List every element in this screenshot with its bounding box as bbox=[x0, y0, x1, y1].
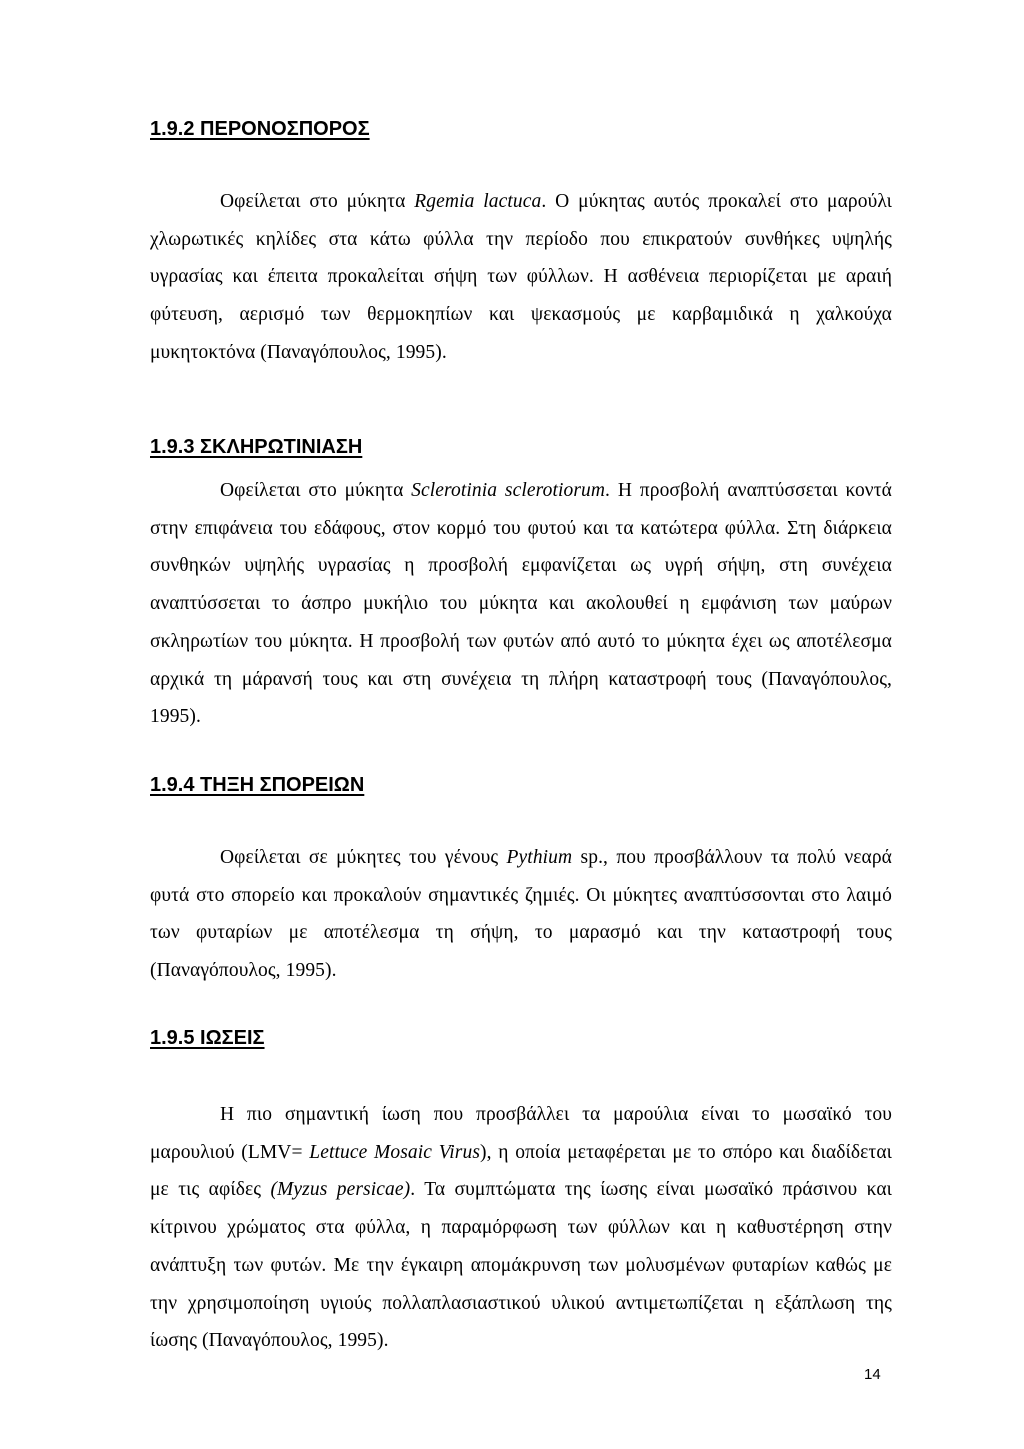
paragraph-text: Η πιο σημαντική ίωση που προσβάλλει τα μαρούλια είναι το μωσαϊκό του μαρουλιού (LMV= bbox=[150, 1104, 892, 1163]
species-name: Sclerotinia sclerotiorum bbox=[411, 480, 606, 501]
paragraph-text: sp., που προσβάλλουν τα πολύ νεαρά φυτά στο σπορείο και προκαλούν σημαντικές ζημιές. Οι μύκητες αναπτύσσονται στο λαιμό των φυταρίων με αποτέλεσμα τη σήψη, το μαρασμό και την καταστροφή τους (Παναγόπουλος, 1995). bbox=[150, 847, 892, 982]
species-name: Rgemia lactuca bbox=[414, 191, 542, 212]
paragraph-text: . Ο μύκητας αυτός προκαλεί στο μαρούλι χλωρωτικές κηλίδες στα κάτω φύλλα την περίοδο που επικρατούν συνθήκες υψηλής υγρασίας και έπειτα προκαλείται σήψη των φύλλων. Η ασθένεια περιορίζεται με αραιή φύτευση, αερισμό των θερμοκηπίων και ψεκασμούς με καρβαμιδικά η χαλκούχα μυκητοκτόνα (Παναγόπουλος, 1995). bbox=[150, 191, 892, 363]
section-paragraph-tixi-sporeion bbox=[150, 839, 892, 990]
paragraph-text: Οφείλεται σε μύκητες του γένους bbox=[220, 847, 507, 868]
page-number: 14 bbox=[864, 1366, 881, 1383]
section-paragraph-peronosporos bbox=[150, 183, 892, 372]
paragraph-text: Οφείλεται στο μύκητα bbox=[220, 480, 412, 501]
virus-name: Lettuce Mosaic Virus bbox=[309, 1141, 481, 1163]
section-heading-tixi-sporeion: 1.9.4 ΤΗΞΗ ΣΠΟΡΕΙΩΝ bbox=[150, 774, 365, 796]
paragraph-text: . Τα συμπτώματα της ίωσης είναι μωσαϊκό πράσινου και κίτρινου χρώματος στα φύλλα, η παραμόρφωση των φύλλων και η καθυστέρηση στην ανάπτυξη των φυτών. Με την έγκαιρη απομάκρυνση των μολυσμένων φυταρίων καθώς με την χρησιμοποίηση υγιούς πολλαπλασιαστικού υλικού αντιμετωπίζεται η εξάπλωση της ίωσης (Παναγόπουλος, 1995). bbox=[150, 1179, 892, 1352]
section-heading-peronosporos: 1.9.2 ΠΕΡΟΝΟΣΠΟΡΟΣ bbox=[150, 118, 370, 140]
section-paragraph-sklirotiniasi bbox=[150, 472, 892, 736]
paragraph-text: . Η προσβολή αναπτύσσεται κοντά στην επιφάνεια του εδάφους, στον κορμό του φυτού και τα κατώτερα φύλλα. Στη διάρκεια συνθηκών υψηλής υγρασίας η προσβολή εμφανίζεται ως υγρή σήψη, στη συνέχεια αναπτύσσεται το άσπρο μυκήλιο του μύκητα και ακολουθεί η εμφάνιση των μαύρων σκληρωτίων του μύκητα. Η προσβολή των φυτών από αυτό το μύκητα έχει ως αποτέλεσμα αρχικά τη μάρανσή τους και στη συνέχεια τη πλήρη καταστροφή τους (Παναγόπουλος, 1995). bbox=[150, 480, 892, 728]
section-heading-sklirotiniasi: 1.9.3 ΣΚΛΗΡΩΤΙΝΙΑΣΗ bbox=[150, 436, 363, 458]
section-paragraph-ioseis bbox=[150, 1096, 892, 1360]
paragraph-text: ), η οποία μεταφέρεται με το σπόρο και διαδίδεται με τις αφίδες bbox=[150, 1141, 892, 1201]
section-heading-ioseis: 1.9.5 ΙΩΣΕΙΣ bbox=[150, 1027, 265, 1049]
species-name: (Myzus persicae) bbox=[270, 1179, 411, 1201]
genus-name: Pythium bbox=[506, 847, 573, 868]
paragraph-text: Οφείλεται στο μύκητα bbox=[220, 191, 415, 212]
